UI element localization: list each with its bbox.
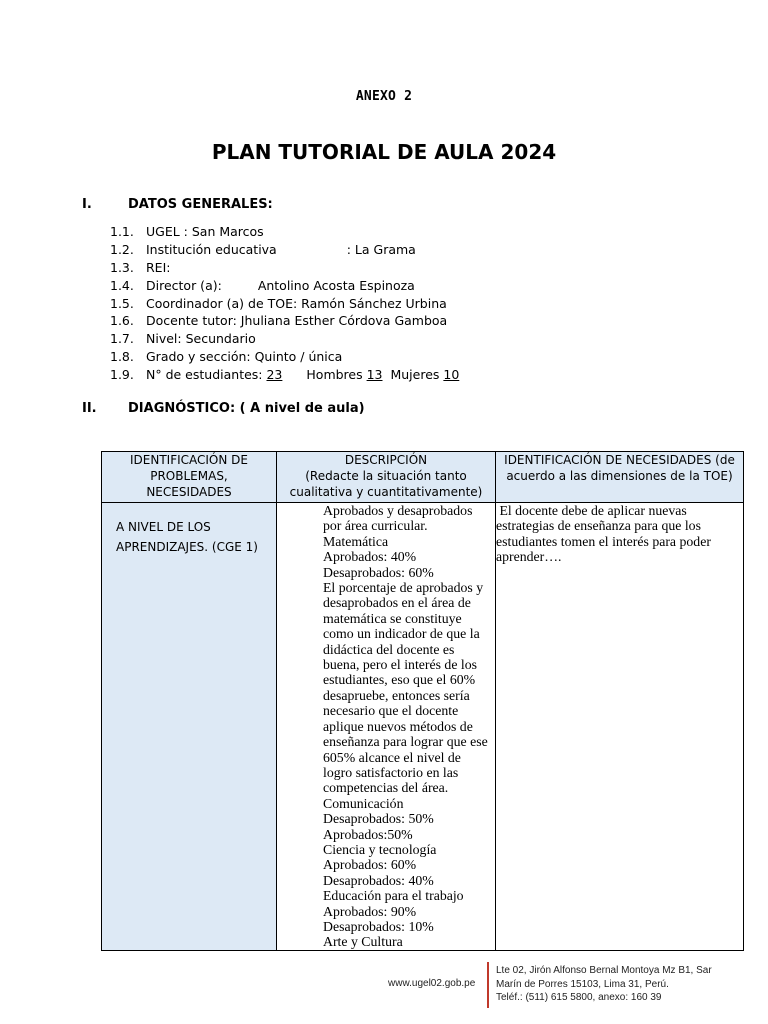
description-line: didáctica del docente es	[323, 641, 455, 657]
section-heading-diagnosis	[82, 401, 365, 416]
description-line: por área curricular.	[323, 518, 428, 534]
cell-line: A NIVEL DE LOS	[116, 520, 211, 534]
item-number: 1.7.	[110, 331, 134, 347]
section-heading-general	[82, 197, 273, 212]
annex-label: ANEXO 2	[355, 89, 413, 104]
item-number: 1.3.	[110, 259, 134, 275]
item-value: Antolino Acosta Espinoza	[257, 277, 415, 293]
list-item-institution	[110, 241, 459, 259]
item-number: 1.4.	[110, 277, 134, 293]
header-line: (Redacte la situación tanto	[305, 469, 467, 483]
table-header-row	[102, 452, 744, 503]
description-line: Desaprobados: 60%	[323, 564, 434, 580]
item-text: Docente tutor: Jhuliana Esther Córdova Gamboa	[146, 313, 448, 329]
address-line: Marín de Porres 15103, Lima 31, Perú.	[496, 978, 669, 990]
needs-line: El docente debe de aplicar nuevas	[496, 503, 687, 518]
header-line: NECESIDADES	[146, 485, 232, 499]
item-label: Director (a):	[146, 277, 222, 293]
footer-address	[496, 964, 712, 1005]
list-item-grade	[110, 348, 459, 366]
footer-website: www.ugel02.gob.pe	[388, 978, 476, 989]
description-line: Arte y Cultura	[323, 934, 403, 950]
description-line: desapruebe, entonces sería	[323, 687, 470, 703]
description-line: Educación para el trabajo	[323, 888, 464, 904]
description-line: Desaprobados: 10%	[323, 918, 434, 934]
description-line: necesario que el docente	[323, 703, 459, 719]
header-line: DESCRIPCIÓN	[344, 453, 428, 467]
description-line: 605% alcance el nivel de	[323, 749, 461, 765]
description-line: aplique nuevos métodos de	[323, 718, 473, 734]
needs-cell	[496, 503, 744, 951]
description-line: buena, pero el interés de los	[323, 657, 478, 673]
address-line: Lte 02, Jirón Alfonso Bernal Montoya Mz B1, Sar	[496, 965, 712, 976]
section-number: II.	[82, 401, 97, 416]
item-number: 1.9.	[110, 367, 134, 383]
description-line: competencias del área.	[323, 780, 449, 796]
item-number: 1.2.	[110, 241, 134, 257]
page-title: PLAN TUTORIAL DE AULA 2024	[211, 140, 557, 164]
list-item-rei	[110, 259, 459, 277]
description-line: El porcentaje de aprobados y	[323, 580, 484, 596]
description-line: Aprobados: 60%	[323, 857, 417, 873]
needs-line: estrategias de enseñanza para que los	[496, 518, 701, 534]
header-line: IDENTIFICACIÓN DE	[129, 453, 248, 467]
description-line: estudiantes, eso que el 60%	[323, 672, 476, 688]
description-line: Desaprobados: 50%	[323, 811, 434, 827]
description-line: enseñanza para lograr que ese	[323, 734, 488, 750]
men-label: Hombres	[306, 367, 367, 383]
description-line: Matemática	[323, 533, 389, 549]
description-line: Aprobados:50%	[323, 826, 413, 842]
header-line: PROBLEMAS,	[150, 469, 228, 483]
general-data-list	[110, 223, 459, 384]
list-item-tutor	[110, 312, 459, 330]
men-count: 13	[366, 367, 383, 383]
description-line: Ciencia y tecnología	[323, 841, 437, 857]
section-label: DATOS GENERALES:	[128, 197, 273, 212]
header-description	[277, 452, 496, 503]
item-value: : La Grama	[346, 241, 416, 257]
item-text: Grado y sección: Quinto / única	[146, 349, 343, 365]
list-item-level	[110, 330, 459, 348]
women-label: Mujeres	[390, 367, 444, 383]
description-line: Aprobados: 90%	[323, 903, 417, 919]
section-label: DIAGNÓSTICO: ( A nivel de aula)	[128, 401, 365, 416]
item-number: 1.1.	[110, 224, 134, 239]
item-label: N° de estudiantes:	[146, 367, 267, 383]
description-line: Desaprobados: 40%	[323, 872, 434, 888]
description-line: desaprobados en el área de	[323, 595, 471, 611]
needs-line: estudiantes tomen el interés para poder	[496, 533, 711, 549]
item-text: UGEL : San Marcos	[146, 224, 264, 239]
header-line: acuerdo a las dimensiones de la TOE)	[506, 469, 733, 483]
description-line: logro satisfactorio en las	[323, 764, 459, 780]
item-number: 1.8.	[110, 349, 134, 365]
problem-cell	[102, 503, 277, 951]
description-line: matemática se constituye	[323, 610, 462, 626]
list-item-coordinator	[110, 295, 459, 313]
header-problems	[102, 452, 277, 503]
women-count: 10	[443, 367, 460, 383]
header-line: cualitativa y cuantitativamente)	[289, 485, 483, 499]
item-number: 1.5.	[110, 295, 134, 311]
header-line: IDENTIFICACIÓN DE NECESIDADES (de	[504, 453, 735, 467]
item-label: Institución educativa	[146, 241, 277, 257]
description-line: Aprobados: 40%	[323, 549, 417, 565]
section-number: I.	[82, 197, 92, 212]
item-number: 1.6.	[110, 313, 134, 329]
cell-line: APRENDIZAJES. (CGE 1)	[116, 540, 258, 554]
description-line: como un indicador de que la	[323, 626, 480, 642]
header-needs	[496, 452, 744, 503]
table-row	[102, 503, 744, 951]
list-item-ugel	[110, 223, 459, 241]
footer-divider	[487, 962, 489, 1008]
address-line: Teléf.: (511) 615 5800, anexo: 160 39	[496, 992, 662, 1003]
students-total: 23	[266, 367, 283, 383]
description-cell	[277, 503, 496, 951]
diagnosis-table	[101, 451, 744, 951]
list-item-director	[110, 277, 459, 295]
item-text: Nivel: Secundario	[146, 331, 256, 347]
item-text: REI:	[146, 259, 171, 275]
list-item-students	[110, 366, 459, 384]
item-text: Coordinador (a) de TOE: Ramón Sánchez Urbina	[146, 295, 447, 311]
description-line: Comunicación	[323, 795, 404, 811]
needs-line: aprender….	[496, 549, 562, 565]
description-line: Aprobados y desaprobados	[323, 503, 473, 518]
